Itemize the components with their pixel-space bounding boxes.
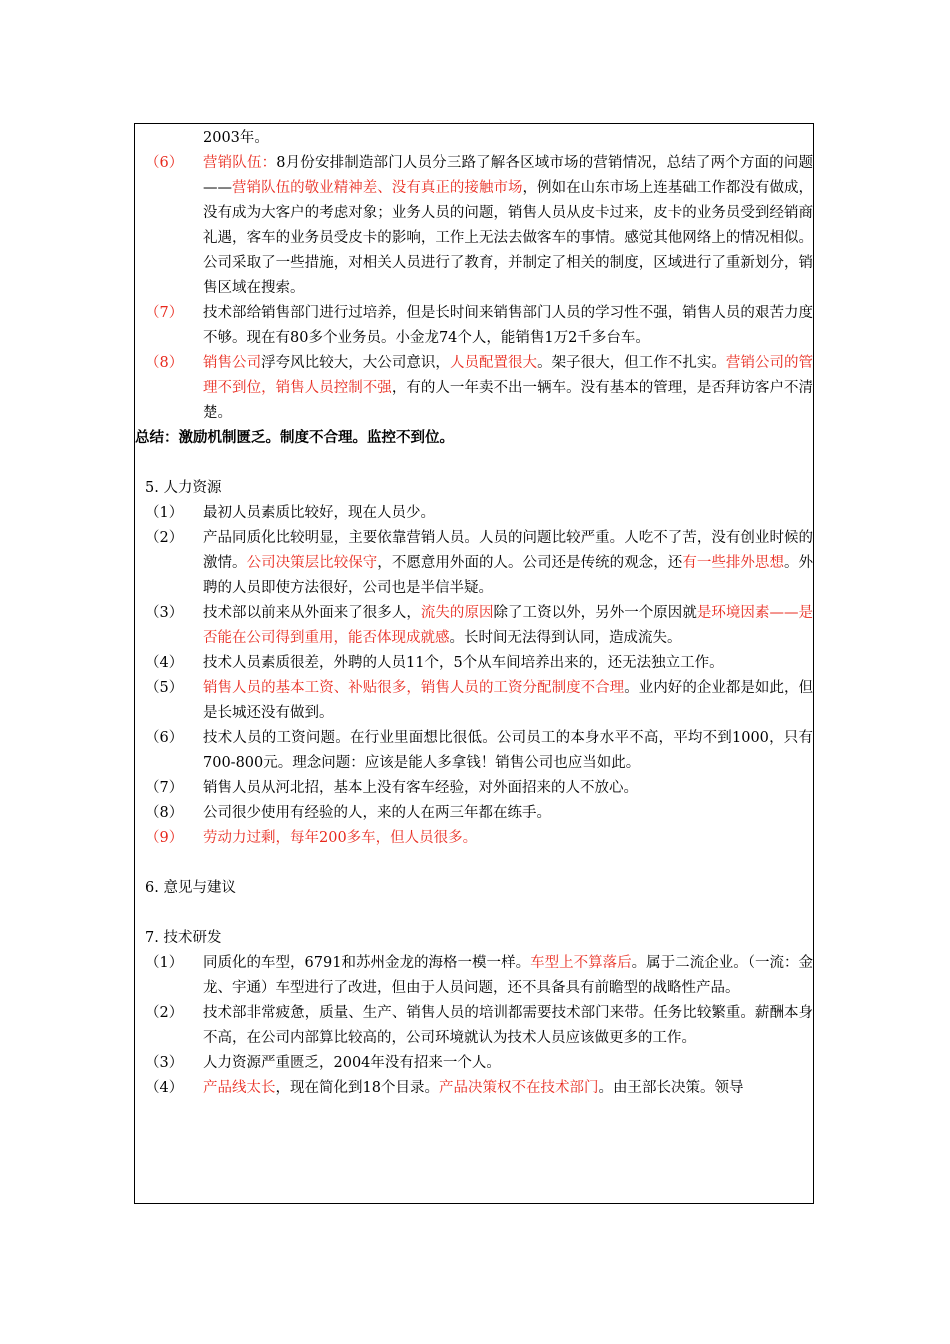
list-item xyxy=(145,1001,813,1051)
list-item xyxy=(145,151,813,301)
item-text: 销售公司浮夸风比较大，大公司意识，人员配置很大。架子很大，但工作不扎实。营销公司的管理不到位，销售人员控制不强，有的人一年卖不出一辆车。没有基本的管理，是否拜访客户不清楚。 xyxy=(203,355,814,421)
item-number: （2） xyxy=(145,530,184,546)
item-text: 销售人员从河北招，基本上没有客车经验，对外面招来的人不放心。 xyxy=(203,780,638,796)
item-number: （1） xyxy=(145,955,184,971)
list-item xyxy=(145,526,813,601)
item-text: 产品线太长，现在简化到18个目录。产品决策权不在技术部门。由王部长决策。领导 xyxy=(203,1080,744,1096)
list-item xyxy=(145,1051,813,1076)
list-item xyxy=(145,726,813,776)
list-item xyxy=(145,801,813,826)
summary-line: 总结：激励机制匮乏。制度不合理。监控不到位。 xyxy=(135,430,454,446)
continuation-text: 2003年。 xyxy=(203,130,269,146)
item-text: 最初人员素质比较好，现在人员少。 xyxy=(203,505,435,521)
section-title-suggestions: 6. 意见与建议 xyxy=(145,880,236,896)
item-text: 技术部给销售部门进行过培养，但是长时间来销售部门人员的学习性不强，销售人员的艰苦力度不够。现在有80多个业务员。小金龙74个人，能销售1万2千多台车。 xyxy=(203,305,813,346)
item-text: 销售人员的基本工资、补贴很多，销售人员的工资分配制度不合理。业内好的企业都是如此，但是长城还没有做到。 xyxy=(203,680,814,721)
item-number: （1） xyxy=(145,505,184,521)
item-number: （7） xyxy=(145,305,184,321)
item-text: 产品同质化比较明显，主要依靠营销人员。人员的问题比较严重。人吃不了苦，没有创业时候的激情。公司决策层比较保守，不愿意用外面的人。公司还是传统的观念，还有一些排外思想。外聘的人员即使方法很好，公司也是半信半疑。 xyxy=(203,530,814,596)
item-number: （9） xyxy=(145,830,184,846)
item-number: （6） xyxy=(145,730,184,746)
item-text: 技术部非常疲惫，质量、生产、销售人员的培训都需要技术部门来带。任务比较繁重。薪酬本身不高，在公司内部算比较高的，公司环境就认为技术人员应该做更多的工作。 xyxy=(203,1005,813,1046)
item-text: 技术人员的工资问题。在行业里面想比很低。公司员工的本身水平不高，平均不到1000，只有700-800元。理念问题：应该是能人多拿钱！销售公司也应当如此。 xyxy=(203,730,813,771)
item-number: （3） xyxy=(145,1055,184,1071)
item-text: 公司很少使用有经验的人，来的人在两三年都在练手。 xyxy=(203,805,551,821)
list-item xyxy=(145,501,813,526)
item-text: 技术部以前来从外面来了很多人，流失的原因除了工资以外，另外一个原因就是环境因素——是否能在公司得到重用，能否体现成就感。长时间无法得到认同，造成流失。 xyxy=(203,605,814,646)
list-item xyxy=(145,826,813,851)
list-item xyxy=(145,776,813,801)
item-number: （8） xyxy=(145,805,184,821)
item-text: 劳动力过剩，每年200多车，但人员很多。 xyxy=(203,830,478,846)
item-number: （2） xyxy=(145,1005,184,1021)
item-number: （4） xyxy=(145,1080,184,1096)
item-number: （6） xyxy=(145,155,184,171)
list-item xyxy=(145,601,813,651)
list-item xyxy=(145,351,813,426)
list-item xyxy=(145,651,813,676)
item-number: （8） xyxy=(145,355,184,371)
continuation-line xyxy=(145,126,813,151)
list-item xyxy=(145,676,813,726)
item-text: 同质化的车型，6791和苏州金龙的海格一模一样。车型上不算落后。属于二流企业。（一流：金龙、宇通）车型进行了改进，但由于人员问题，还不具备具有前瞻型的战略性产品。 xyxy=(203,955,814,996)
item-number: （5） xyxy=(145,680,184,696)
item-number: （7） xyxy=(145,780,184,796)
item-text: 人力资源严重匮乏，2004年没有招来一个人。 xyxy=(203,1055,501,1071)
list-item xyxy=(145,301,813,351)
item-number: （3） xyxy=(145,605,184,621)
item-text: 技术人员素质很差，外聘的人员11个，5个从车间培养出来的，还无法独立工作。 xyxy=(203,655,724,671)
list-item xyxy=(145,1076,813,1101)
document-body xyxy=(135,126,814,1101)
item-text: 营销队伍：8月份安排制造部门人员分三路了解各区域市场的营销情况，总结了两个方面的问题——营销队伍的敬业精神差、没有真正的接触市场，例如在山东市场上连基础工作都没有做成，没有成为大客户的考虑对象；业务人员的问题，销售人员从皮卡过来，皮卡的业务员受到经销商礼遇，客车的业务员受皮卡的影响，工作上无法去做客车的事情。感觉其他网络上的情况相似。公司采取了一些措施，对相关人员进行了教育，并制定了相关的制度，区域进行了重新划分，销售区域在搜索。 xyxy=(203,155,814,296)
section-title-rd: 7. 技术研发 xyxy=(145,930,222,946)
list-item xyxy=(145,951,813,1001)
item-number: （4） xyxy=(145,655,184,671)
section-title-hr: 5. 人力资源 xyxy=(145,480,222,496)
